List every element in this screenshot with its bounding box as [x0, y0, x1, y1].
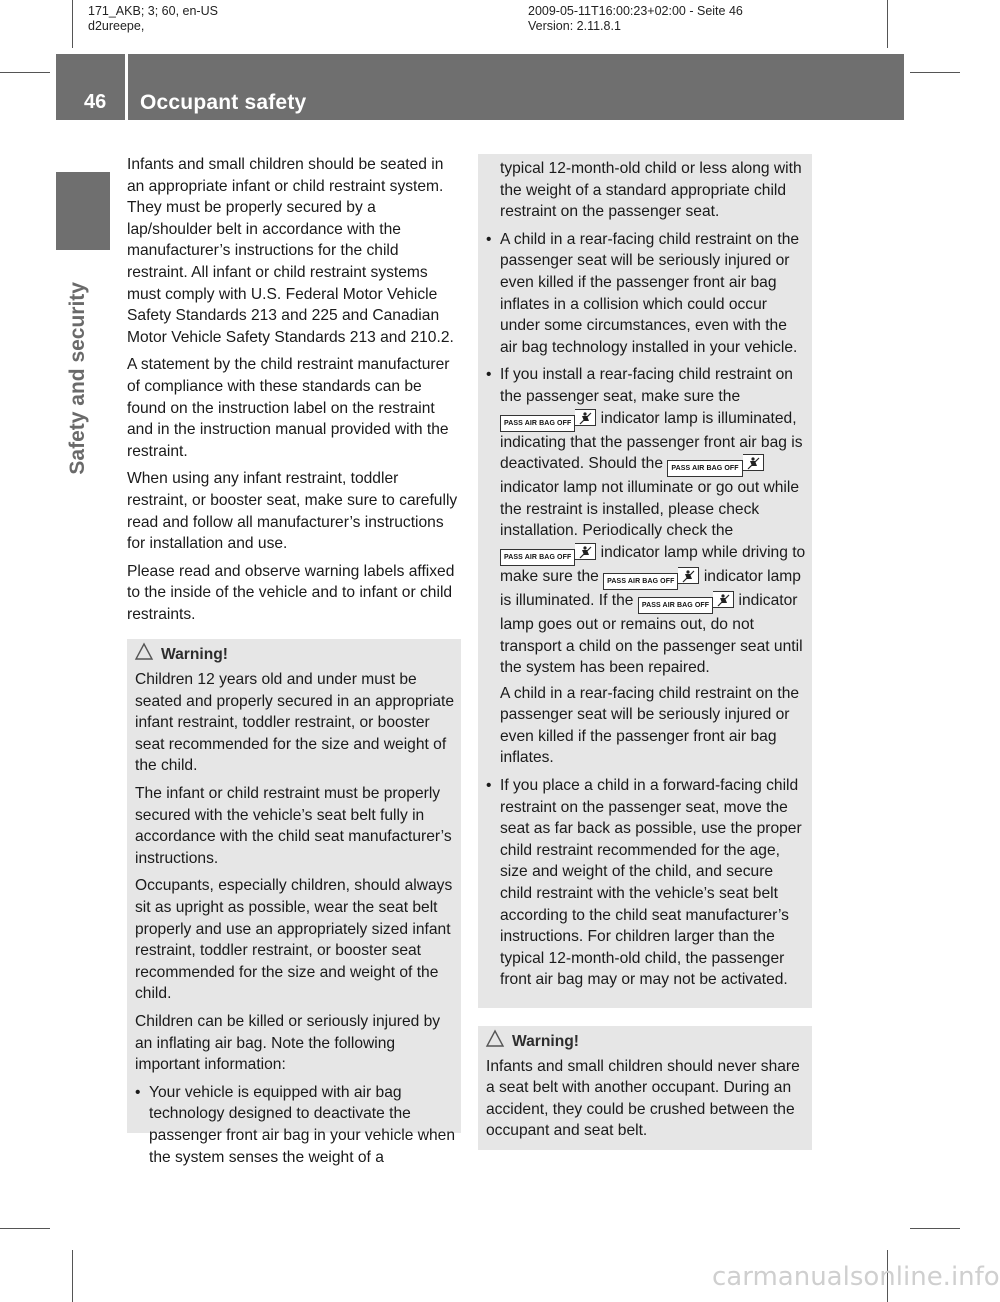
bullet-dot: • [486, 366, 492, 384]
bullet-text: indicator lamp is illuminated, indicating that the passenger front air bag is deactivated. Should the [500, 409, 803, 473]
bullet-text: If you install a rear-facing child restraint on the passenger seat, make sure the [500, 366, 793, 405]
side-tab-block [56, 172, 110, 250]
crop-mark [887, 0, 888, 48]
print-meta-right-line1: 2009-05-11T16:00:23+02:00 - Seite 46 [528, 4, 743, 18]
body-paragraph: When using any infant restraint, toddler restraint, or booster seat, make sure to carefully read and follow all manufacturer’s instructions for installation and use. [127, 470, 458, 553]
warning-header [486, 1030, 806, 1054]
crop-mark [0, 72, 50, 73]
bullet-item [135, 1082, 455, 1168]
bullet-item [486, 229, 806, 359]
child-seat-airbag-off-icon [575, 543, 596, 560]
side-tab-label: Safety and security [66, 282, 89, 475]
left-column [127, 154, 461, 1166]
pass-air-bag-off-lamp: PASS AIR BAG OFF [638, 597, 713, 614]
bullet-text: Your vehicle is equipped with air bag technology designed to deactivate the passenger front air bag in your vehicle when the system senses the weight of a [149, 1083, 455, 1166]
bullet-item [486, 775, 806, 991]
bullet-continuation: typical 12-month-old child or less along with the weight of a standard appropriate child restraint on the passenger seat. [500, 160, 802, 221]
child-seat-airbag-off-icon [713, 591, 734, 608]
warning-box [478, 1026, 812, 1150]
warning-title: Warning! [161, 646, 228, 664]
warning-box-continued [478, 154, 812, 1008]
child-seat-airbag-off-icon [678, 567, 699, 584]
pass-air-bag-off-lamp: PASS AIR BAG OFF [500, 415, 575, 432]
body-paragraph: Please read and observe warning labels affixed to the inside of the vehicle and to infant or child restraints. [127, 562, 455, 623]
warning-box [127, 639, 461, 1166]
warning-triangle-icon [135, 643, 153, 667]
pass-air-bag-off-lamp: PASS AIR BAG OFF [500, 549, 575, 566]
bullet-text: indicator lamp is illuminated. If the [500, 567, 801, 609]
warning-paragraph: Children 12 years old and under must be seated and properly secured in an appropriate infant restraint, toddler restraint, or booster seat recommended for the size and weight of the child. [135, 671, 455, 775]
warning-paragraph: Children can be killed or seriously injured by an inflating air bag. Note the following important information: [135, 1012, 441, 1074]
bullet-text: indicator lamp not illuminate or go out while the restraint is installed, please check installation. Periodically check the [500, 479, 800, 540]
body-paragraph: Infants and small children should be seated in an appropriate infant or child restraint system. They must be properly secured by a lap/shoulder belt in accordance with the manufacturer’s instructions for the child restraint. All infant or child restraint systems must comply with U.S. Federal Motor Vehicle Safety Standards 213 and 225 and Canadian Motor Vehicle Safety Standards 213 and 210.2. [127, 156, 454, 346]
bullet-text: indicator lamp while driving to make sure the [500, 543, 806, 585]
bullet-text: indicator lamp goes out or remains out, do not transport a child on the passenger seat until the system has been repaired. [500, 591, 803, 677]
bullet-dot: • [486, 777, 492, 795]
page-number: 46 [84, 91, 107, 113]
page-title: Occupant safety [140, 91, 307, 114]
bullet-dot: • [135, 1083, 141, 1101]
warning-triangle-icon [486, 1030, 504, 1054]
bullet-item [486, 364, 806, 769]
warning-paragraph: The infant or child restraint must be properly secured with the vehicle’s seat belt fully in accordance with the child seat manufacturer’s instructions. [135, 785, 452, 867]
header-separator [125, 54, 128, 120]
crop-mark [72, 0, 73, 48]
print-meta-right [528, 4, 743, 34]
crop-mark [910, 1228, 960, 1229]
warning-title: Warning! [512, 1033, 579, 1050]
watermark: carmanualsonline.info [712, 1262, 1000, 1292]
body-paragraph: A statement by the child restraint manufacturer of compliance with these standards can be found on the instruction label on the restraint and in the instruction manual provided with the restraint. [127, 356, 450, 460]
bullet-text: If you place a child in a forward-facing child restraint on the passenger seat, move the seat as far back as possible, use the proper child restraint recommended for the age, size and weight of the child, and secure child restraint with the vehicle’s seat belt according to the child seat manufacturer’s instructions. For children larger than the typical 12-month-old child, the passenger front air bag may or may not be activated. [500, 777, 802, 989]
crop-mark [910, 72, 960, 73]
pass-air-bag-off-lamp: PASS AIR BAG OFF [667, 460, 742, 477]
crop-mark [72, 1250, 73, 1302]
right-column [478, 154, 812, 1150]
print-meta-right-line2: Version: 2.11.8.1 [528, 19, 621, 33]
print-meta-left-line1: 171_AKB; 3; 60, en-US [88, 4, 218, 18]
warning-header [135, 643, 455, 667]
warning-paragraph: Infants and small children should never share a seat belt with another occupant. During an accident, they could be crushed between the occupant and seat belt. [486, 1057, 800, 1140]
print-meta-left-line2: d2ureepe, [88, 19, 145, 33]
pass-air-bag-off-lamp: PASS AIR BAG OFF [603, 573, 678, 590]
child-seat-airbag-off-icon [575, 409, 596, 426]
bullet-extra-paragraph: A child in a rear-facing child restraint on the passenger seat will be seriously injured or even killed if the passenger front air bag inflates. [500, 684, 800, 767]
child-seat-airbag-off-icon [743, 454, 764, 471]
warning-paragraph: Occupants, especially children, should always sit as upright as possible, wear the seat belt properly and use an appropriately sized infant restraint, toddler restraint, or booster seat recommended for the size and weight of the child. [135, 877, 453, 1003]
print-meta-left [88, 4, 218, 34]
crop-mark [0, 1228, 50, 1229]
bullet-text: A child in a rear-facing child restraint on the passenger seat will be seriously injured or even killed if the passenger front air bag inflates in a collision which could occur under some circumstances, even with the air bag technology installed in your vehicle. [500, 230, 800, 356]
bullet-dot: • [486, 230, 492, 248]
